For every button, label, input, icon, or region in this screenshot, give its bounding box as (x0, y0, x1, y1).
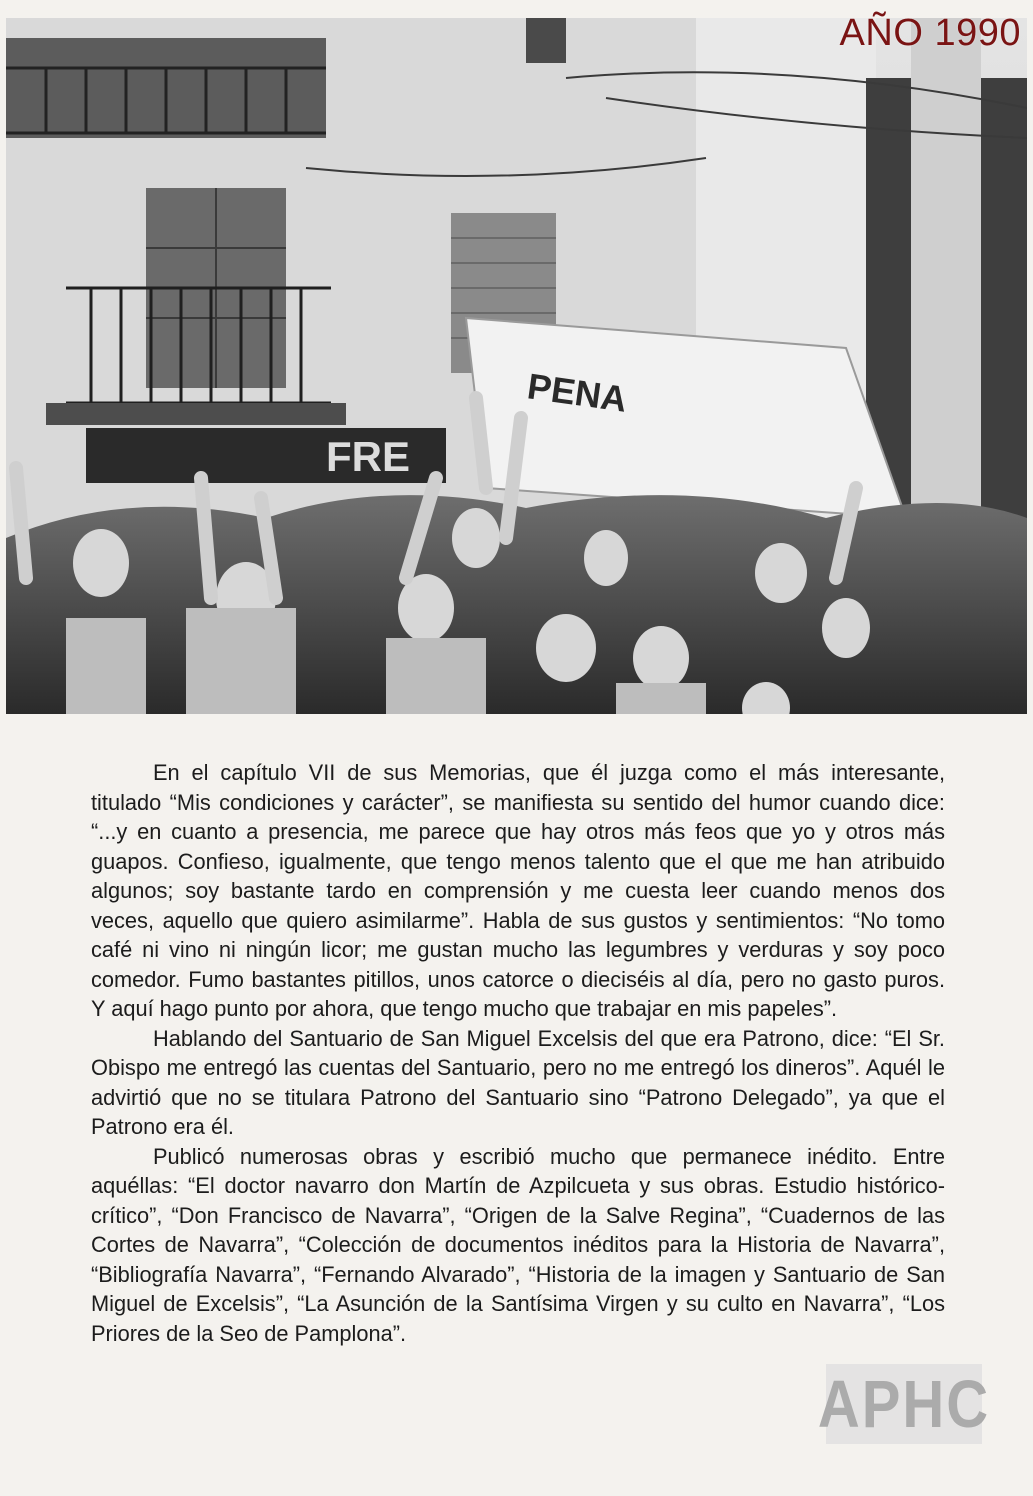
storefront-sign-text: FRE (326, 433, 410, 480)
banner-text: PENA (524, 365, 630, 420)
year-label: AÑO 1990 (839, 12, 1021, 54)
paragraph: Publicó numerosas obras y escribió mucho que permanece inédito. Entre aquéllas: “El doctor navarro don Martín de Azpilcueta y sus obras. Estudio histórico-crítico”, “Don Francisco de Navarra”, “Origen de la Salve Regina”, “Cuadernos de las Cortes de Navarra”, “Colección de documentos inéditos para la Historia de Navarra”, “Bibliografía Navarra”, “Fernando Alvarado”, “Historia de la imagen y Santuario de San Miguel de Excelsis”, “La Asunción de la Santísima Virgen y su culto en Navarra”, “Los Priores de la Seo de Pamplona”. (91, 1143, 945, 1346)
watermark-logo (817, 1364, 991, 1444)
paragraph: Hablando del Santuario de San Miguel Excelsis del que era Patrono, dice: “El Sr. Obispo me entregó las cuentas del Santuario, pero no me entregó los dineros”. Aquél le advirtió que no se titulara Patrono del Santuario sino “Patrono Delegado”, ya que el Patrono era él. (91, 1025, 945, 1139)
paragraph: En el capítulo VII de sus Memorias, que él juzga como el más interesante, titulado “Mis condiciones y carácter”, se manifiesta su sentido del humor cuando dice: “...y en cuanto a presencia, me parece que hay otros más feos que yo y otros más guapos. Confieso, igualmente, que tengo menos talento que el que me han atribuido algunos; soy bastante tardo en comprensión y me cuesta leer cuando menos dos veces, aquello que quiero asimilarme”. Habla de sus gustos y sentimientos: “No tomo café ni vino ni ningún licor; me gustan mucho las legumbres y verduras y soy poco comedor. Fumo bastantes pitillos, unos catorce o dieciséis al día, pero no gasto puros. Y aquí hago punto por ahora, que tengo mucho que trabajar en mis papeles”. (91, 760, 945, 1021)
article-body (91, 758, 945, 1348)
crowd-photo (6, 18, 1027, 714)
watermark-text: APHC (817, 1366, 991, 1442)
